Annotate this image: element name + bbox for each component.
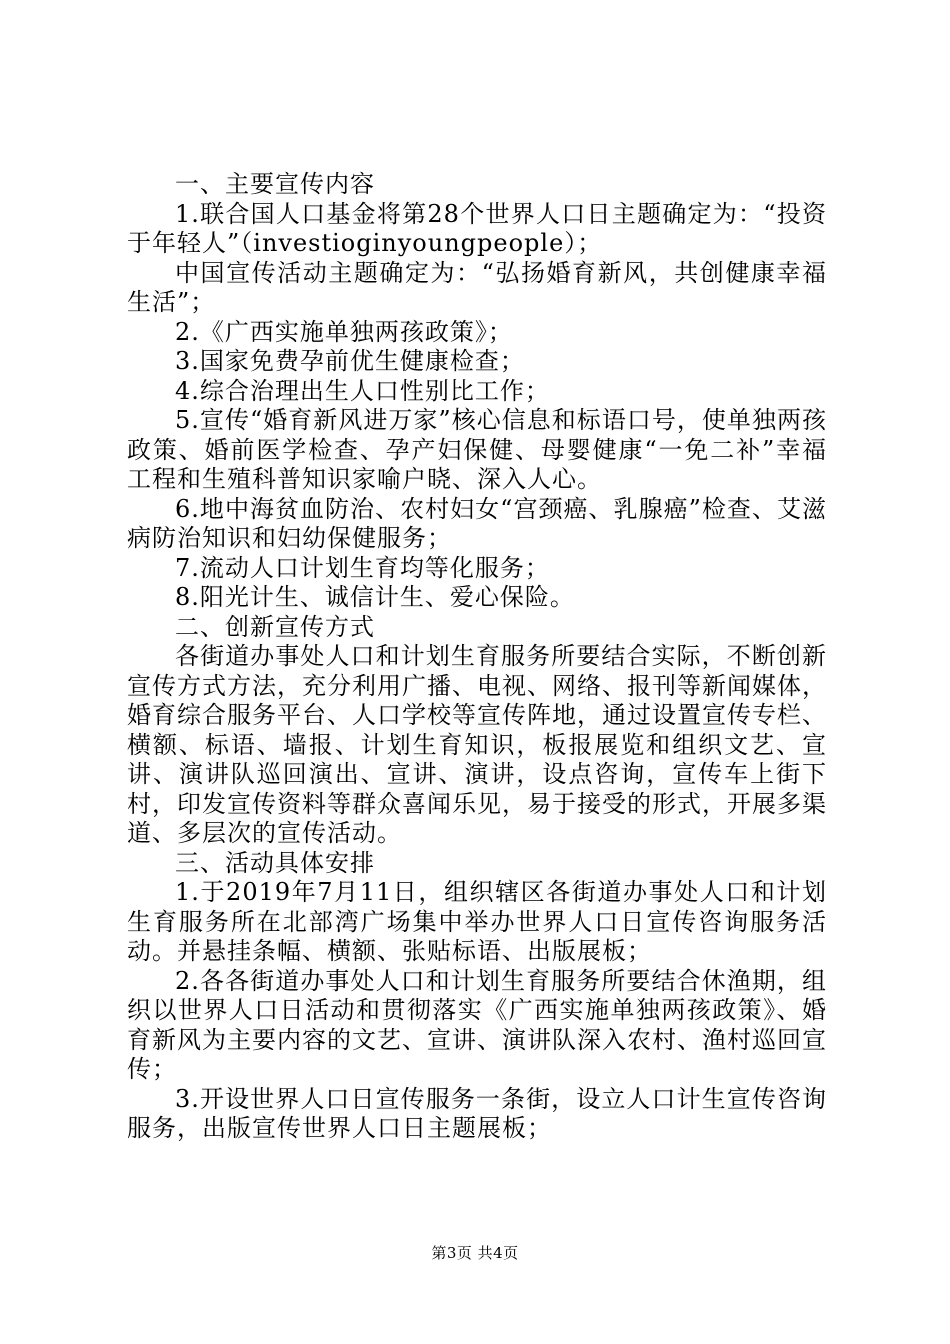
section-heading-main-content: 一、主要宣传内容 [175,170,375,198]
arrangement-item-1: 1.于2019年7月11日，组织辖区各街道办事处人口和计划生育服务所在北部湾广场集中举办世界人口日宣传咨询服务活动。并悬挂条幅、横额、张贴标语、出版展板； [127,878,827,965]
arrangement-item-3: 3.开设世界人口日宣传服务一条街，设立人口计生宣传咨询服务，出版宣传世界人口日主题展板； [127,1084,827,1142]
paragraph-theme-china: 中国宣传活动主题确定为：“弘扬婚育新风，共创健康幸福生活”； [127,258,827,316]
page-footer: 第3页 共4页 [431,1244,519,1262]
list-item-4: 4.综合治理出生人口性别比工作； [175,376,550,405]
paragraph-theme-un: 1.联合国人口基金将第28个世界人口日主题确定为：“投资于年轻人”（investioginyoungpeople）； [127,199,827,257]
list-item-7: 7.流动人口计划生育均等化服务； [175,553,550,582]
list-item-5: 5.宣传“婚育新风进万家”核心信息和标语口号，使单独两孩政策、婚前医学检查、孕产妇保健、母婴健康“一免二补”幸福工程和生殖科普知识家喻户晓、深入人心。 [127,406,827,493]
arrangement-item-2: 2.各各街道办事处人口和计划生育服务所要结合休渔期，组织以世界人口日活动和贯彻落实《广西实施单独两孩政策》、婚育新风为主要内容的文艺、宣讲、演讲队深入农村、渔村巡回宣传； [127,966,827,1083]
list-item-8: 8.阳光计生、诚信计生、爱心保险。 [175,583,575,611]
list-item-3: 3.国家免费孕前优生健康检查； [175,347,525,375]
document-body [127,170,827,1144]
paragraph-innovation: 各街道办事处人口和计划生育服务所要结合实际，不断创新宣传方式方法，充分利用广播、电视、网络、报刊等新闻媒体，婚育综合服务平台、人口学校等宣传阵地，通过设置宣传专栏、横额、标语、墙报、计划生育知识，板报展览和组织文艺、宣讲、演讲队巡回演出、宣讲、演讲，设点咨询，宣传车上街下村，印发宣传资料等群众喜闻乐见，易于接受的形式，开展多渠道、多层次的宣传活动。 [127,642,827,847]
section-heading-arrangement: 三、活动具体安排 [175,848,375,877]
list-item-2: 2.《广西实施单独两孩政策》； [175,317,513,346]
list-item-6: 6.地中海贫血防治、农村妇女“宫颈癌、乳腺癌”检查、艾滋病防治知识和妇幼保健服务； [127,494,827,552]
section-heading-innovation: 二、创新宣传方式 [175,612,375,641]
